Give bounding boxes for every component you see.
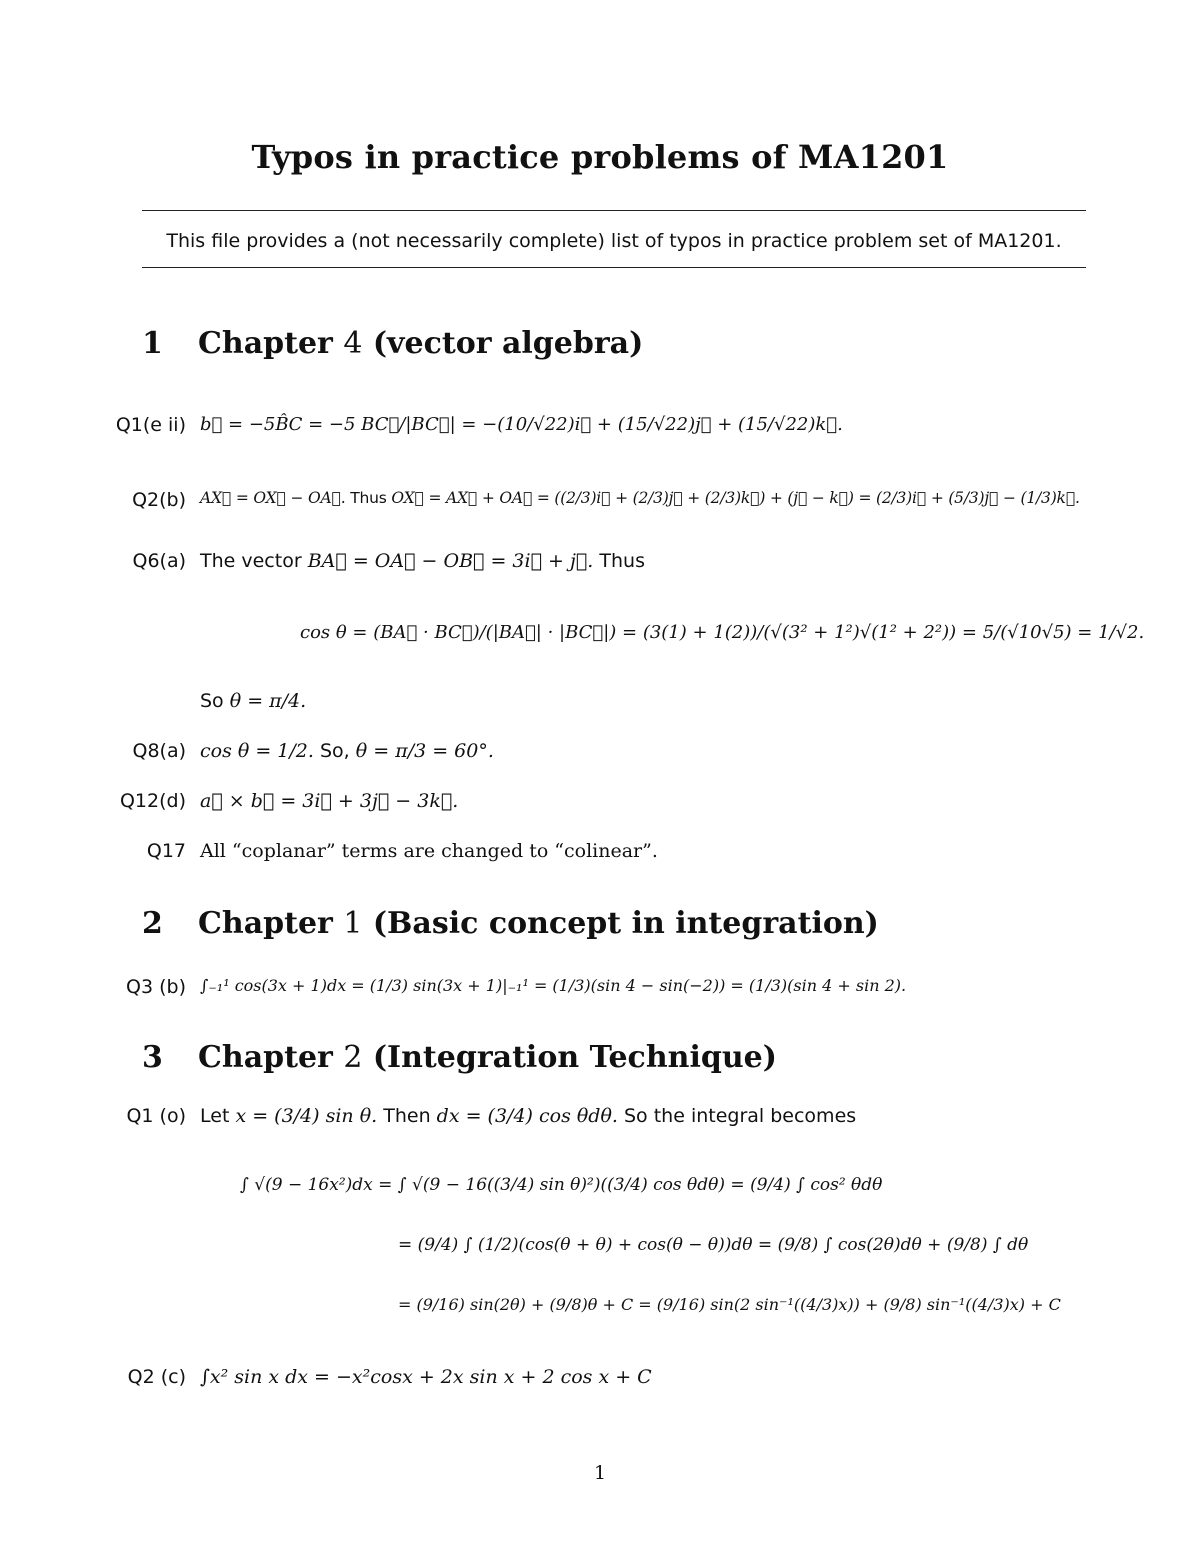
item-math: cos θ = 1/2. — [200, 740, 314, 762]
item-text: All “coplanar” terms are changed to “colinear”. — [200, 840, 658, 862]
section-title-rest: (Basic concept in integration) — [372, 906, 879, 941]
item-label: Q17 — [146, 840, 186, 862]
item-label: Q2(b) — [132, 489, 186, 511]
display-equation-line-2: = (9/4) ∫ (1/2)(cos(θ + θ) + cos(θ − θ))dθ = (9/8) ∫ cos(2θ)dθ + (9/8) ∫ dθ — [398, 1235, 1029, 1255]
section-title-start: Chapter — [198, 1040, 333, 1075]
item-label: Q8(a) — [132, 740, 186, 762]
item-text: So the integral becomes — [624, 1105, 857, 1127]
item-body — [200, 1105, 856, 1127]
bottom-rule — [142, 267, 1086, 268]
item-label: Q1(e ii) — [115, 414, 186, 436]
abstract-text: This file provides a (not necessarily complete) list of typos in practice problem set of MA1201. — [166, 230, 1062, 252]
item-math: dx = (3/4) cos θdθ. — [436, 1105, 618, 1127]
item-text: Thus — [599, 550, 645, 572]
section-chapter-number: 4 — [343, 326, 363, 361]
section-chapter-number: 1 — [343, 906, 363, 941]
section-number: 2 — [142, 906, 163, 941]
item-text: Let — [200, 1105, 230, 1127]
item-label: Q3 (b) — [126, 976, 186, 998]
item-label: Q6(a) — [132, 550, 186, 572]
item-text: So, — [319, 740, 350, 762]
top-rule — [142, 210, 1086, 211]
item-math: θ = π/4. — [229, 690, 307, 712]
item-text: Thus — [350, 489, 387, 507]
item-body — [200, 690, 306, 712]
item-body — [200, 740, 494, 762]
section-heading-1 — [142, 326, 643, 361]
item-math: ∫₋₁¹ cos(3x + 1)dx = (1/3) sin(3x + 1)|₋₁¹ = (1/3)(sin 4 − sin(−2)) = (1/3)(sin 4 + sin 2). — [200, 976, 907, 995]
section-title-rest: (Integration Technique) — [372, 1040, 777, 1075]
display-equation-line-3: = (9/16) sin(2θ) + (9/8)θ + C = (9/16) sin(2 sin⁻¹((4/3)x)) + (9/8) sin⁻¹((4/3)x) + C — [398, 1295, 1061, 1314]
item-label: Q12(d) — [119, 790, 186, 812]
item-math: ∫x² sin x dx = −x²cosx + 2x sin x + 2 cos x + C — [200, 1366, 652, 1388]
display-equation: cos θ = (BA⃗ · BC⃗)/(|BA⃗| · |BC⃗|) = (3(1) + 1(2))/(√(3² + 1²)√(1² + 2²)) = 5/(√10√5) = 1/√2. — [300, 622, 1145, 643]
item-body — [200, 550, 645, 572]
display-equation-line-1: ∫ √(9 − 16x²)dx = ∫ √(9 − 16((3/4) sin θ)²)((3/4) cos θdθ) = (9/4) ∫ cos² θdθ — [240, 1175, 883, 1195]
item-text: The vector — [200, 550, 302, 572]
item-math: a⃗ × b⃗ = 3i⃗ + 3j⃗ − 3k⃗. — [200, 790, 459, 812]
section-title-start: Chapter — [198, 906, 333, 941]
section-title-rest: (vector algebra) — [372, 326, 644, 361]
item-math: θ = π/3 = 60°. — [355, 740, 494, 762]
item-text: Then — [383, 1105, 431, 1127]
page-number: 1 — [593, 1462, 607, 1484]
item-label: Q1 (o) — [126, 1105, 186, 1127]
item-math: OX⃗ = AX⃗ + OA⃗ = ((2/3)i⃗ + (2/3)j⃗ + (2/3)k⃗) + (j⃗ − k⃗) = (2/3)i⃗ + (5/3)j⃗ − (1/3)k⃗. — [391, 489, 1080, 507]
section-heading-2 — [142, 906, 879, 941]
section-title-start: Chapter — [198, 326, 333, 361]
item-math: x = (3/4) sin θ. — [235, 1105, 378, 1127]
item-text: So — [200, 690, 224, 712]
item-math: b⃗ = −5B̂C = −5 BC⃗/|BC⃗| = −(10/√22)i⃗ + (15/√22)j⃗ + (15/√22)k⃗. — [200, 414, 843, 435]
item-body — [200, 489, 1080, 507]
item-label: Q2 (c) — [127, 1366, 186, 1388]
section-heading-3 — [142, 1040, 777, 1075]
document-title: Typos in practice problems of MA1201 — [251, 138, 949, 176]
section-number: 3 — [142, 1040, 163, 1075]
section-chapter-number: 2 — [343, 1040, 363, 1075]
item-math: AX⃗ = OX⃗ − OA⃗. — [200, 489, 346, 507]
section-number: 1 — [142, 326, 163, 361]
item-math: BA⃗ = OA⃗ − OB⃗ = 3i⃗ + j⃗. — [307, 550, 594, 572]
